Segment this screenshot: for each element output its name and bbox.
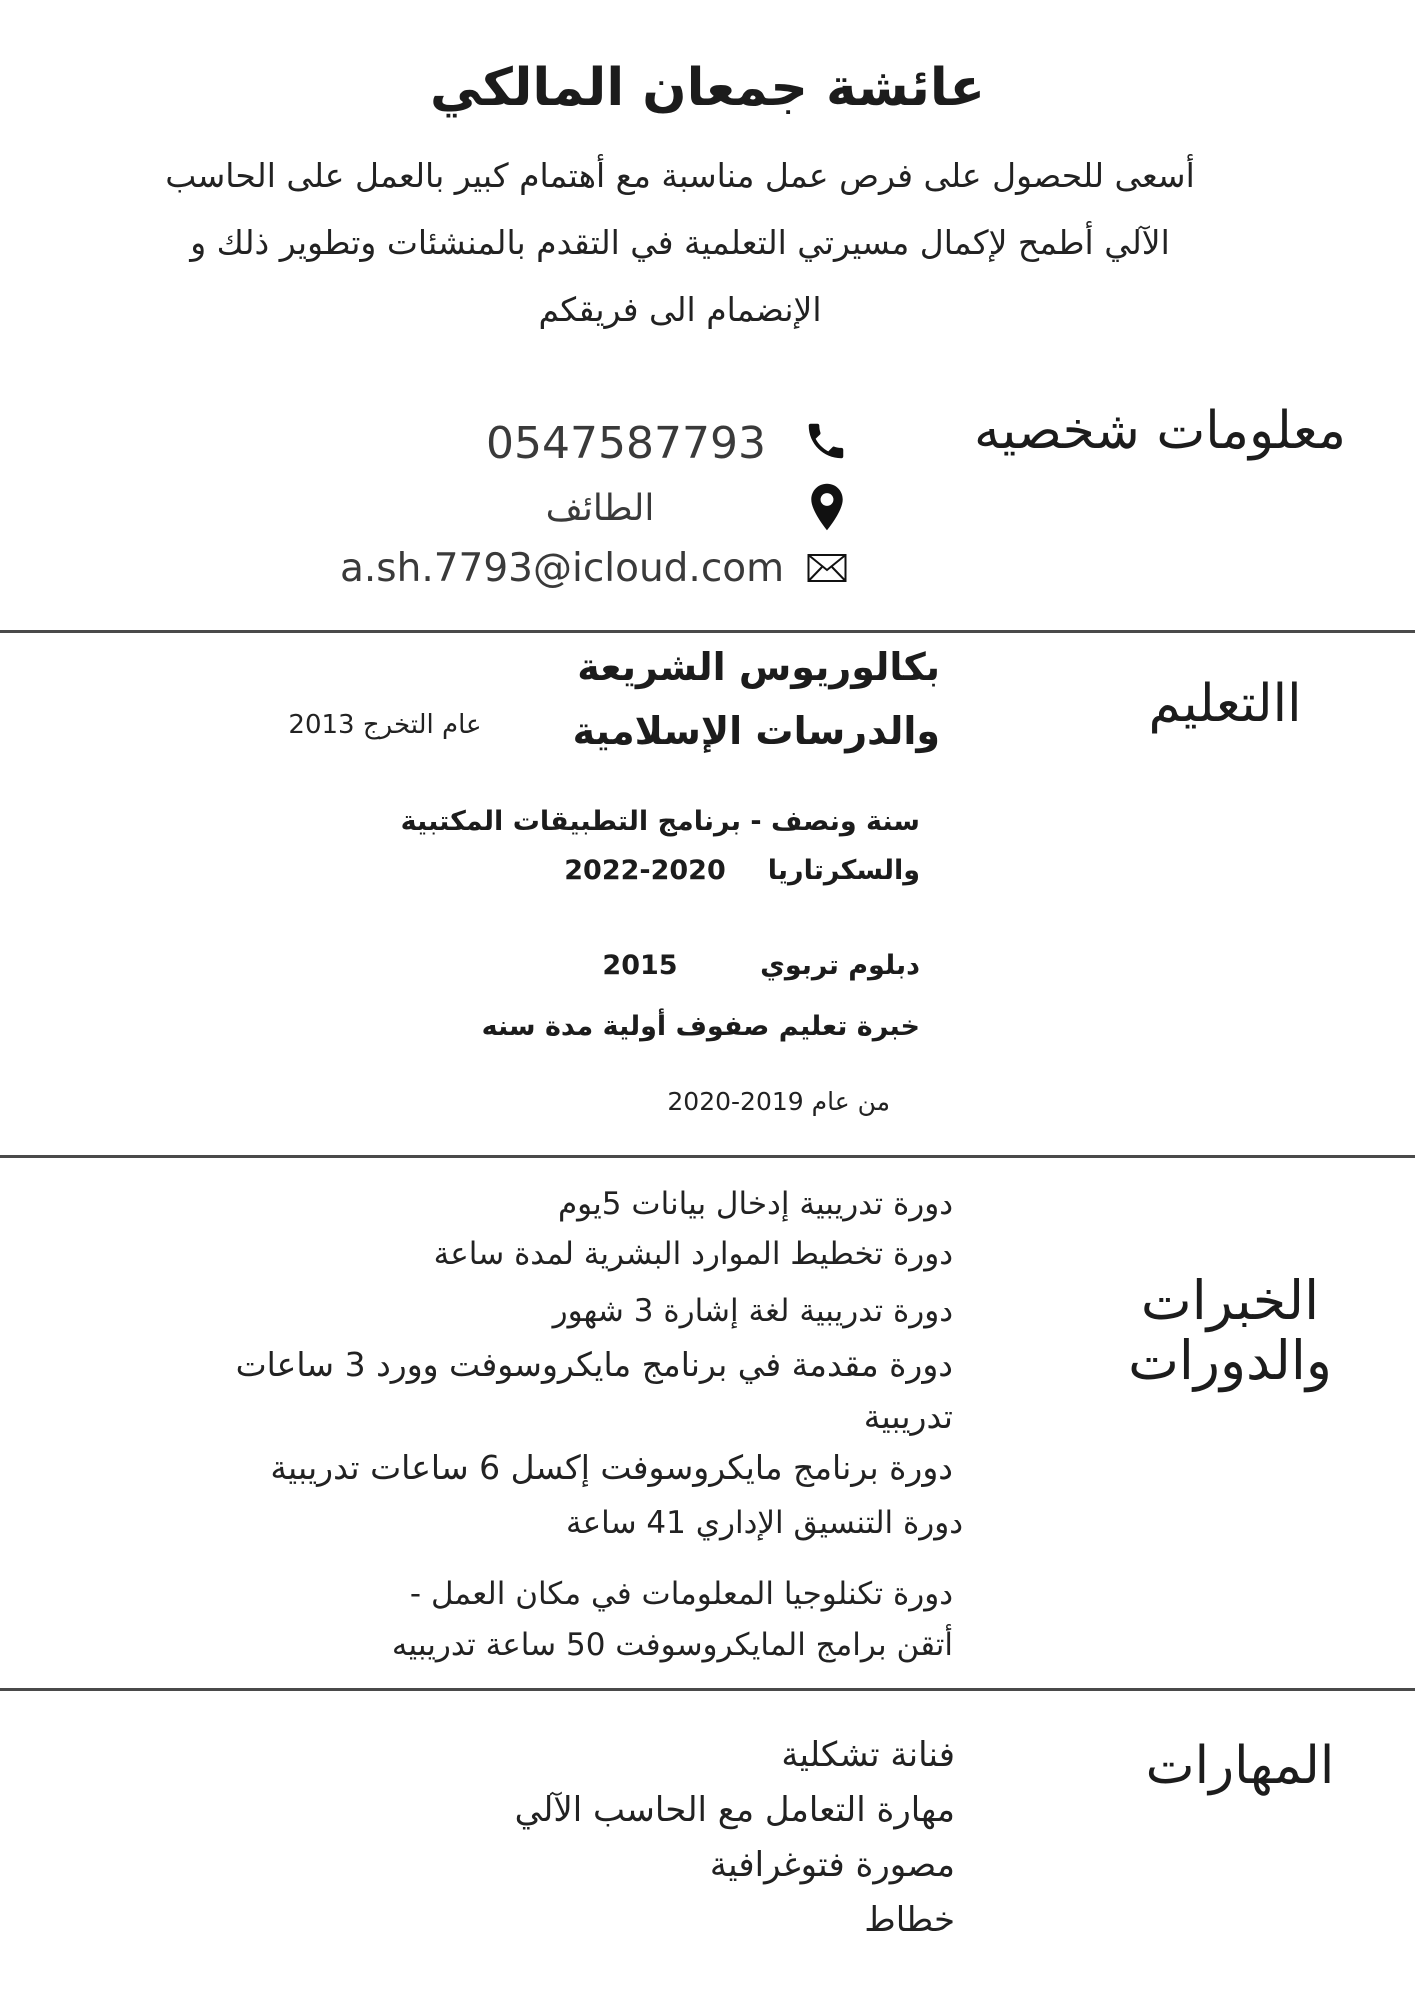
phone-number: 0547587793 <box>486 418 766 469</box>
graduation-year: عام التخرج 2013 <box>288 710 482 740</box>
list-item: دورة التنسيق الإداري 41 ساعة <box>566 1505 963 1541</box>
degree-line-2: والدرسات الإسلامية <box>572 709 940 753</box>
skills-title: المهارات <box>1145 1736 1335 1796</box>
list-item: فنانة تشكلية <box>781 1735 955 1775</box>
list-item: دورة تدريبية إدخال بيانات 5يوم <box>557 1186 953 1222</box>
candidate-name: عائشة جمعان المالكي <box>430 58 985 118</box>
city: الطائف <box>545 488 655 529</box>
career-objective: أسعى للحصول على فرص عمل مناسبة مع أهتمام كبير بالعمل على الحاسب الآلي أطمح لإكمال مسيرتي التعلمية في التقدم بالمنشئات وتطوير ذلك و الإنضمام الى فريقكم <box>165 156 1195 329</box>
list-item: مهارة التعامل مع الحاسب الآلي <box>514 1790 955 1830</box>
list-item: خطاط <box>864 1900 955 1940</box>
program-title: سنة ونصف - برنامج التطبيقات المكتبية <box>400 806 920 837</box>
section-divider <box>0 1688 1415 1691</box>
personal-info-title: معلومات شخصيه <box>974 401 1346 461</box>
list-item: أتقن برامج المايكروسوفت 50 ساعة تدريبيه <box>391 1627 953 1663</box>
phone-icon <box>803 418 849 464</box>
list-item: دورة مقدمة في برنامج مايكروسوفت وورد 3 ساعات <box>235 1345 953 1384</box>
degree-line-1: بكالوريوس الشريعة <box>577 645 940 689</box>
email-address: a.sh.7793@icloud.com <box>340 546 785 591</box>
diploma-year: 2015 <box>602 950 678 981</box>
list-item: دورة تكنلوجيا المعلومات في مكان العمل - <box>409 1576 953 1612</box>
list-item: مصورة فتوغرافية <box>709 1845 955 1885</box>
experience-period: من عام 2019-2020 <box>667 1087 890 1116</box>
map-pin-icon <box>805 482 849 532</box>
list-item: تدريبية <box>863 1397 953 1436</box>
diploma-title: دبلوم تربوي <box>760 950 920 981</box>
list-item: دورة تدريبية لغة إشارة 3 شهور <box>552 1293 953 1329</box>
section-divider <box>0 1155 1415 1158</box>
courses-title-line-2: والدورات <box>1128 1329 1332 1392</box>
section-divider <box>0 630 1415 633</box>
list-item: دورة تخطيط الموارد البشرية لمدة ساعة <box>433 1236 953 1272</box>
courses-title-line-1: الخبرات <box>1140 1269 1320 1332</box>
program-subtitle: والسكرتاريا <box>767 855 920 886</box>
program-period: 2022-2020 <box>564 855 726 886</box>
education-title: االتعليم <box>1148 674 1302 734</box>
list-item: دورة برنامج مايكروسوفت إكسل 6 ساعات تدريبية <box>270 1448 953 1487</box>
teaching-experience: خبرة تعليم صفوف أولية مدة سنه <box>481 1011 920 1042</box>
envelope-icon <box>807 553 847 583</box>
